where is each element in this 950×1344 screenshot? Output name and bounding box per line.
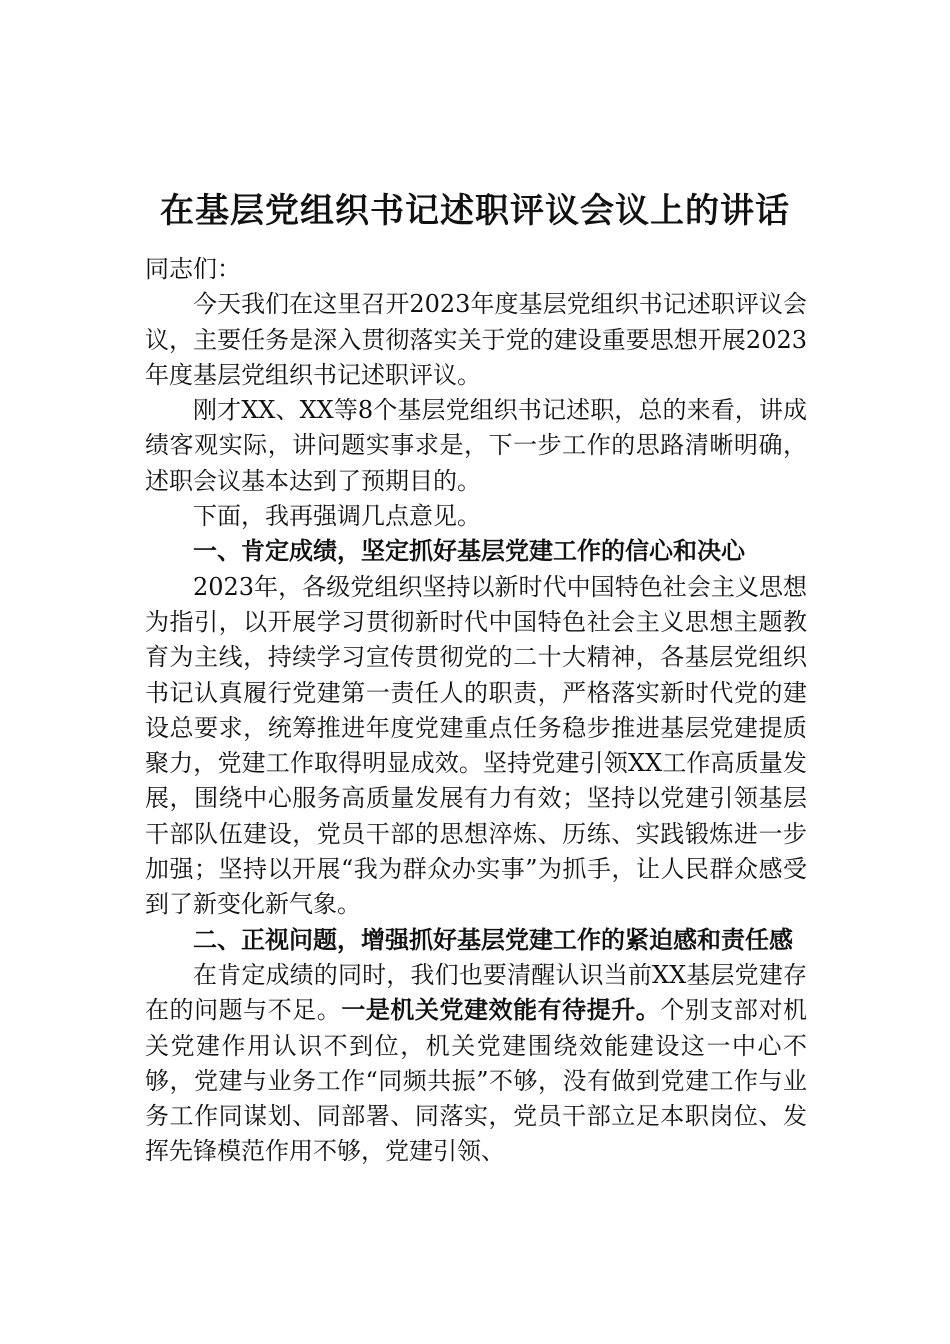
paragraph-5-rest: 个别支部对机关党建作用认识不到位，机关党建围绕效能建设这一中心不够，党建与业务工作“同频共振”不够，没有做到党建工作与业务工作同谋划、同部署、同落实，党员干部立足本职岗位、发挥先锋模范作用不够，党建引领、 bbox=[145, 996, 808, 1166]
paragraph-5-bold-point: 一是机关党建效能有待提升。 bbox=[341, 996, 661, 1025]
paragraph-4: 2023年，各级党组织坚持以新时代中国特色社会主义思想为指引，以开展学习贯彻新时代中国特色社会主义思想主题教育为主线，持续学习宣传贯彻党的二十大精神，各基层党组织书记认真履行党建第一责任人的职责，严格落实新时代党的建设总要求，统筹推进年度党建重点任务稳步推进基层党建提质聚力，党建工作取得明显成效。坚持党建引领XX工作高质量发展，围绕中心服务高质量发展有力有效；坚持以党建引领基层干部队伍建设，党员干部的思想淬炼、历练、实践锻炼进一步加强；坚持以开展“我为群众办实事”为抓手，让人民群众感受到了新变化新气象。 bbox=[145, 572, 807, 919]
document-body bbox=[145, 252, 807, 1170]
paragraph-5 bbox=[145, 958, 807, 1170]
paragraph-5-start: 在肯定成绩的同时，我们也要清醒认识当前XX基层党建存在的问题与不足。 bbox=[145, 960, 807, 1025]
salutation: 同志们： bbox=[145, 255, 241, 283]
paragraph-1: 今天我们在这里召开2023年度基层党组织书记述职评议会议，主要任务是深入贯彻落实关于党的建设重要思想开展2023年度基层党组织书记述职评议。 bbox=[145, 290, 807, 389]
paragraph-2: 刚才XX、XX等8个基层党组织书记述职，总的来看，讲成绩客观实际，讲问题实事求是，下一步工作的思路清晰明确，述职会议基本达到了预期目的。 bbox=[145, 396, 807, 495]
section-heading-2: 二、正视问题，增强抓好基层党建工作的紧迫感和责任感 bbox=[193, 925, 793, 954]
document-title: 在基层党组织书记述职评议会议上的讲话 bbox=[160, 190, 790, 231]
paragraph-3: 下面，我再强调几点意见。 bbox=[193, 502, 481, 531]
section-heading-1: 一、肯定成绩，坚定抓好基层党建工作的信心和决心 bbox=[193, 537, 745, 566]
